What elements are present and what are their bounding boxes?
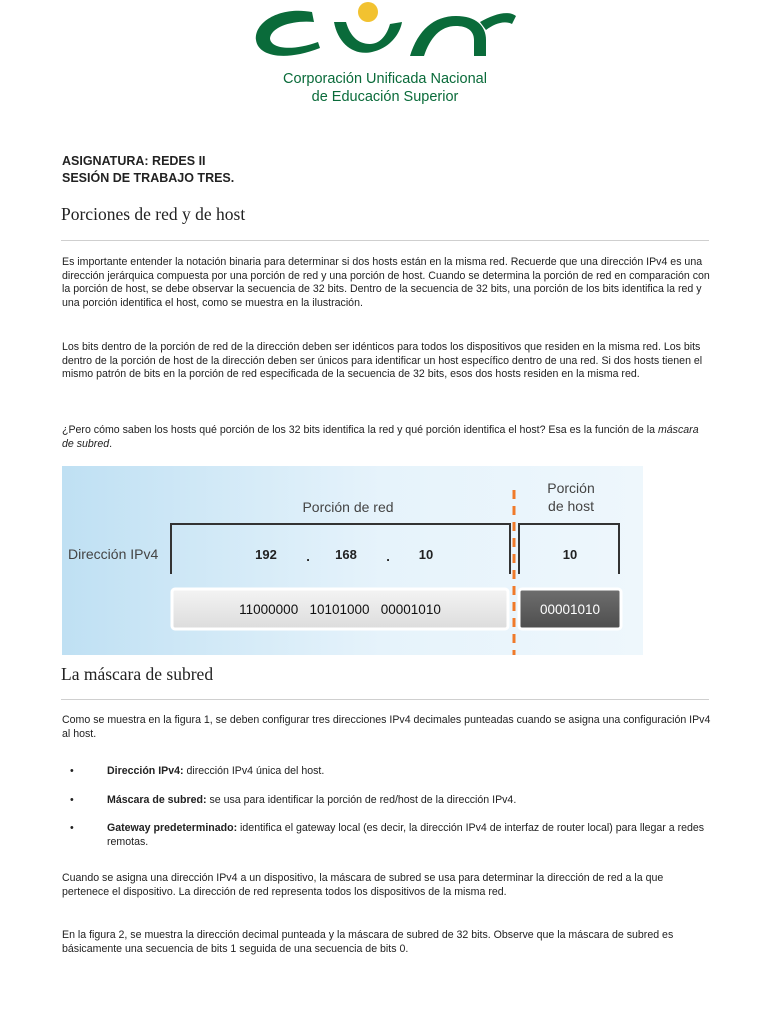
paragraph: Cuando se asigna una dirección IPv4 a un dispositivo, la máscara de subred se usa para determinar la dirección de red a la que pertenece el dispositivo. La dirección de red representa todos los dispositivos de la misma red. (62, 872, 664, 898)
paragraph: Los bits dentro de la porción de red de la dirección deben ser idénticos para todos los dispositivos que residen en la misma red. Los bits dentro de la porción de host de la dirección deben ser únicos para identificar un host específico dentro de una red. Si dos hosts tienen el mismo patrón de bits en la porción de red especificada de la secuencia de 32 bits, esos dos hosts residen en la misma red. (62, 341, 703, 381)
paragraph: En la figura 2, se muestra la dirección decimal punteada y la máscara de subred de 32 bits. Observe que la máscara de subred es básicamente una secuencia de bits 1 seguida de una secuencia de bits 0. (62, 929, 674, 955)
bullet-icon: • (70, 794, 74, 806)
section-title-network-host: Porciones de red y de host (61, 204, 246, 224)
section-divider (61, 240, 709, 241)
ipv4-portion-figure (62, 466, 643, 655)
paragraph: Como se muestra en la figura 1, se deben configurar tres direcciones IPv4 decimales punteadas cuando se asigna una configuración IPv4 al host. (62, 714, 711, 740)
bullet-icon: • (70, 765, 74, 777)
paragraph: ¿Pero cómo saben los hosts qué porción de los 32 bits identifica la red y qué porción identifica el host? Esa es la función de la máscara de subred. (62, 424, 699, 450)
bullet-icon: • (70, 822, 74, 834)
octet-1: 192 (255, 547, 277, 562)
network-binary: 11000000 10101000 00001010 (239, 602, 441, 617)
host-binary: 00001010 (539, 602, 601, 617)
octet-dot: . (386, 549, 390, 564)
logo-text-line1: Corporación Unificada Nacional (283, 71, 487, 87)
logo-text-line2: de Educación Superior (311, 89, 459, 105)
network-portion-label: Porción de red (302, 499, 394, 515)
octet-3: 10 (418, 547, 434, 562)
emphasis-subnet-mask: máscara de subred (62, 424, 699, 450)
paragraph: Es importante entender la notación binaria para determinar si dos hosts están en la misma red. Recuerde que una dirección IPv4 es una dirección jerárquica compuesta por una porción de red y una porción de host. Cuando se determina la porción de red en comparación con la porción de host, se debe observar la secuencia de 32 bits. Dentro de la secuencia de 32 bits, una porción de los bits identifica la red y una porción identifica el host, como se muestra en la ilustración. (62, 256, 710, 309)
host-portion-label-2: de host (548, 498, 594, 514)
subject-line: ASIGNATURA: REDES II (62, 154, 206, 168)
session-line: SESIÓN DE TRABAJO TRES. (62, 171, 235, 185)
section-title-subnet-mask: La máscara de subred (61, 664, 214, 684)
list-item: • Máscara de subred: se usa para identificar la porción de red/host de la dirección IPv4. (70, 794, 517, 806)
list-item: • Dirección IPv4: dirección IPv4 única del host. (70, 765, 325, 777)
host-portion-label-1: Porción (547, 480, 595, 496)
section-divider (61, 699, 709, 700)
ipv4-row-label: Dirección IPv4 (68, 546, 159, 562)
octet-2: 168 (335, 547, 357, 562)
list-item: • Gateway predeterminado: identifica el gateway local (es decir, la dirección IPv4 de interfaz de router local) para llegar a redes remotas. (70, 822, 705, 848)
host-octet: 10 (562, 547, 578, 562)
octet-dot: . (306, 549, 310, 564)
